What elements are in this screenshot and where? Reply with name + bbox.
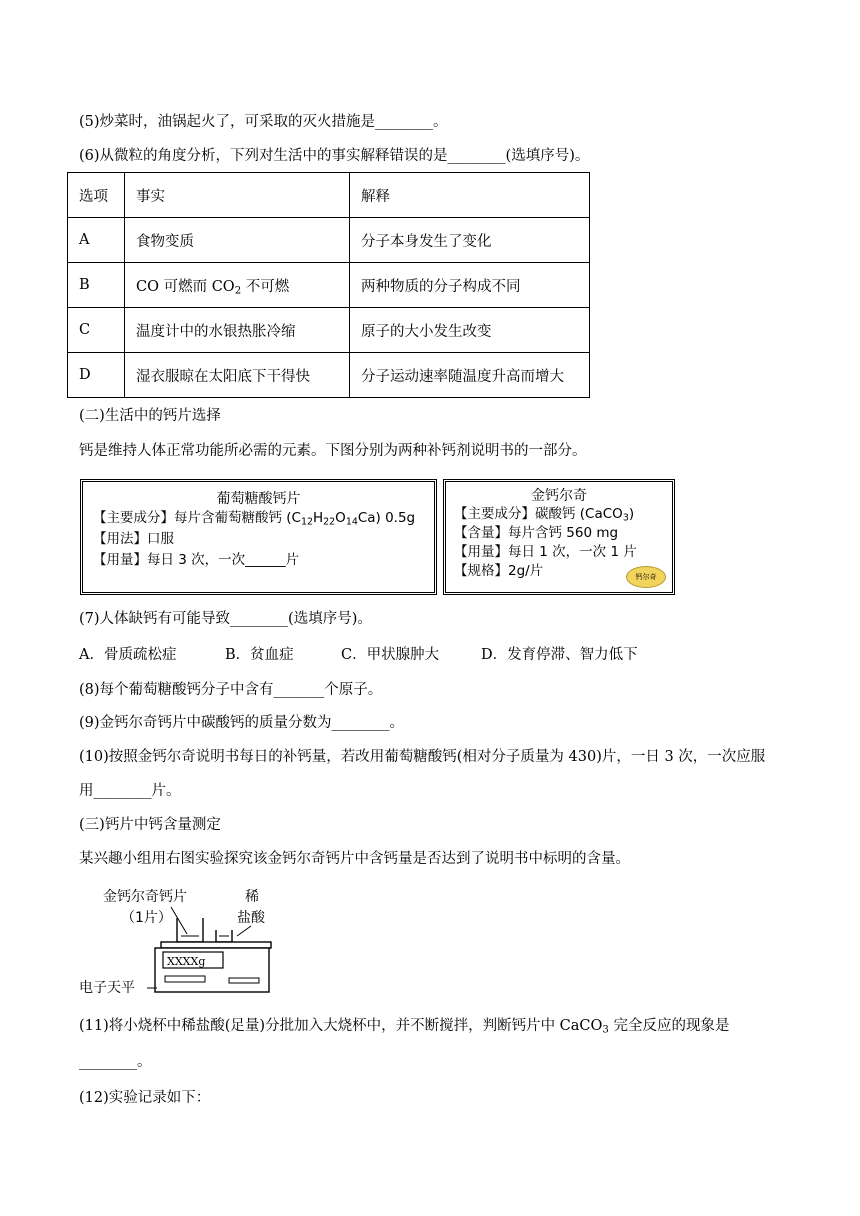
section-2-intro: 钙是维持人体正常功能所必需的元素。下图分别为两种补钙剂说明书的一部分。 <box>79 443 587 459</box>
fact-cell: 食物变质 <box>125 218 350 263</box>
tablet-label: 金钙尔奇钙片 <box>103 889 187 905</box>
question-11-line-2: ________。 <box>79 1054 152 1070</box>
balance-label: 电子天平 <box>79 980 135 996</box>
question-7: (7)人体缺钙有可能导致________(选填序号)。 <box>79 611 372 627</box>
table-row <box>68 218 590 263</box>
explanation-table <box>67 172 590 398</box>
section-2-title: (二)生活中的钙片选择 <box>79 408 221 424</box>
dilute-label: 稀 <box>245 889 259 905</box>
label-usage: 【用法】口服 <box>93 531 174 547</box>
table-header: 选项 <box>68 173 125 218</box>
option-a: A．骨质疏松症 <box>79 647 177 663</box>
label-content: 【含量】每片含钙 560 mg <box>454 525 619 541</box>
label-spec: 【规格】2g/片 <box>454 563 544 579</box>
option-cell: C <box>68 308 125 353</box>
caltrate-logo: 钙尔奇 <box>626 566 666 588</box>
fact-cell: 湿衣服晾在太阳底下干得快 <box>125 353 350 398</box>
option-cell: A <box>68 218 125 263</box>
option-b: B．贫血症 <box>225 647 294 663</box>
table-row <box>68 263 590 308</box>
explain-cell: 两种物质的分子构成不同 <box>350 263 590 308</box>
tablet-count-label: （1片） <box>121 910 172 926</box>
table-header: 解释 <box>350 173 590 218</box>
fact-cell: CO 可燃而 $CO_2$ 不可燃 <box>125 263 350 308</box>
table-row <box>68 353 590 398</box>
label-ingredient: 【主要成分】每片含葡萄糖酸钙 $(C_{12}H_{22}O_{14}Ca)$ 0.5g <box>93 510 416 528</box>
label-dosage: 【用量】每日 3 次，一次______片 <box>93 552 300 568</box>
table-header-row <box>68 173 590 218</box>
table-row <box>68 308 590 353</box>
balance-figure <box>79 884 279 1004</box>
label-ingredient: 【主要成分】碳酸钙 (CaCO$_3$) <box>454 506 635 524</box>
question-7-options <box>79 645 638 665</box>
explain-cell: 分子运动速率随温度升高而增大 <box>350 353 590 398</box>
option-c: C．甲状腺肿大 <box>341 647 440 663</box>
acid-label: 盐酸 <box>237 910 265 926</box>
balance-reading: XXXXg <box>167 955 206 968</box>
balance-pan-icon <box>161 942 271 948</box>
fact-cell: 温度计中的水银热胀冷缩 <box>125 308 350 353</box>
balance-diagram <box>79 884 279 1000</box>
label-title: 葡萄糖酸钙片 <box>216 491 301 507</box>
label-title: 金钙尔奇 <box>531 488 587 504</box>
large-beaker-icon <box>177 918 203 942</box>
question-6: (6)从微粒的角度分析，下列对生活中的事实解释错误的是________(选填序号)。 <box>79 148 590 164</box>
section-3-title: (三)钙片中钙含量测定 <box>79 817 221 833</box>
question-8: (8)每个葡萄糖酸钙分子中含有_______个原子。 <box>79 682 383 698</box>
question-5: (5)炒菜时，油锅起火了，可采取的灭火措施是________。 <box>79 114 448 130</box>
option-cell: D <box>68 353 125 398</box>
option-d: D．发育停滞、智力低下 <box>481 647 638 663</box>
explain-cell: 分子本身发生了变化 <box>350 218 590 263</box>
label-calcium-gluconate <box>80 479 437 595</box>
table-header: 事实 <box>125 173 350 218</box>
question-9: (9)金钙尔奇钙片中碳酸钙的质量分数为________。 <box>79 715 405 731</box>
question-11-line-1: (11)将小烧杯中稀盐酸(足量)分批加入大烧杯中，并不断搅拌，判断钙片中 CaCO$_3$ 完全反应的现象是 <box>79 1018 730 1036</box>
question-12: (12)实验记录如下： <box>79 1090 211 1106</box>
question-10-line-2: 用________片。 <box>79 783 181 799</box>
option-cell: B <box>68 263 125 308</box>
label-dosage: 【用量】每日 1 次，一次 1 片 <box>454 544 637 560</box>
question-10-line-1: (10)按照金钙尔奇说明书每日的补钙量，若改用葡萄糖酸钙(相对分子质量为 430)片，一日 3 次，一次应服 <box>79 749 766 765</box>
explain-cell: 原子的大小发生改变 <box>350 308 590 353</box>
section-3-intro: 某兴趣小组用右图实验探究该金钙尔奇钙片中含钙量是否达到了说明书中标明的含量。 <box>79 851 630 867</box>
label-caltrate <box>443 479 675 595</box>
